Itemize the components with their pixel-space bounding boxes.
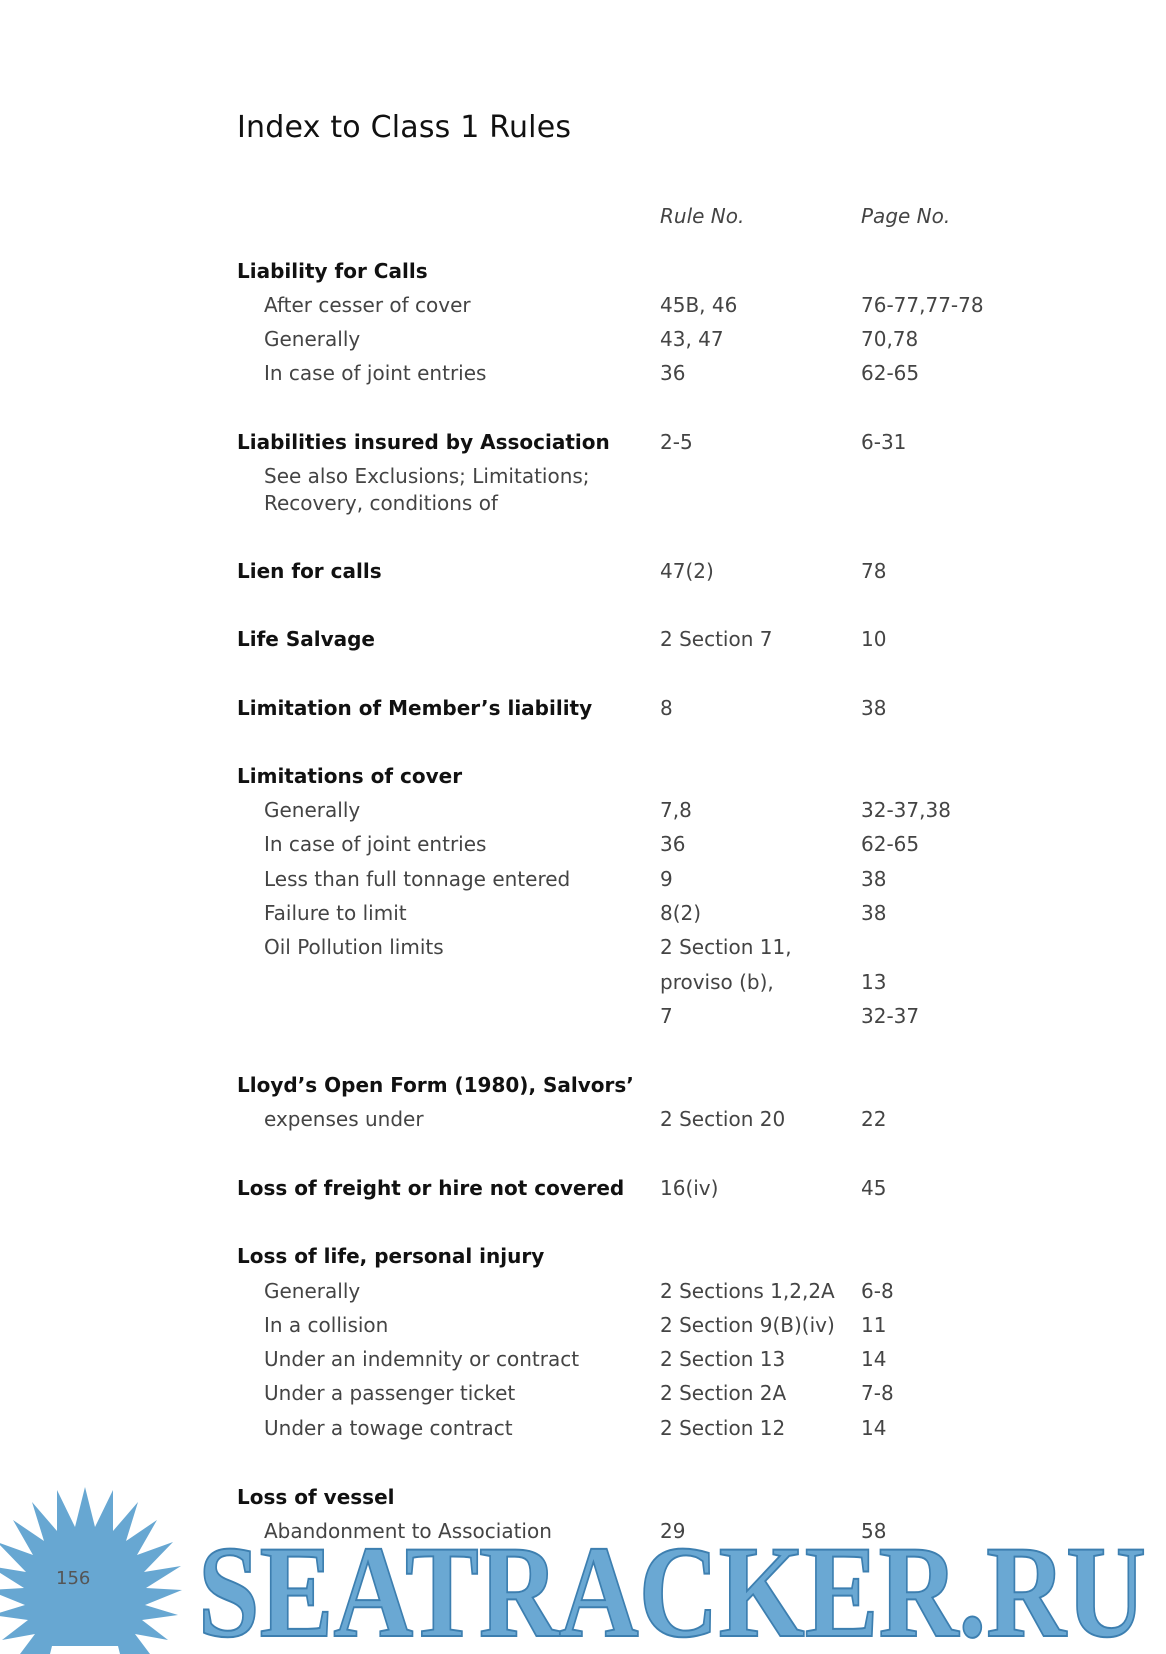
- entry-label: Limitations of cover: [237, 764, 463, 788]
- entry-label: Limitation of Member’s liability: [237, 696, 593, 720]
- entry-label: Generally: [264, 1279, 361, 1303]
- index-row: [0, 290, 1166, 320]
- index-row: [0, 795, 1166, 825]
- index-row: [0, 1070, 1166, 1100]
- index-row: [0, 358, 1166, 388]
- entry-label: Oil Pollution limits: [264, 935, 444, 959]
- rule-no: 2 Section 9(B)(iv): [660, 1313, 835, 1337]
- page-no: 58: [861, 1519, 887, 1543]
- index-row: [0, 932, 1166, 962]
- page-no: 14: [861, 1416, 887, 1440]
- entry-label: Abandonment to Association: [264, 1519, 552, 1543]
- rule-no: 43, 47: [660, 327, 724, 351]
- entry-label: Under a passenger ticket: [264, 1381, 516, 1405]
- rule-no: 9: [660, 867, 673, 891]
- index-row: [0, 898, 1166, 928]
- index-row: [0, 693, 1166, 723]
- index-row: [0, 256, 1166, 286]
- rule-no: 45B, 46: [660, 293, 738, 317]
- page-no: 76-77,77-78: [861, 293, 984, 317]
- rule-no: 2 Section 11,: [660, 935, 792, 959]
- rule-no: 2 Section 7: [660, 627, 773, 651]
- rule-no: 2-5: [660, 430, 693, 454]
- entry-label: Life Salvage: [237, 627, 375, 651]
- seatracker-watermark: [0, 1470, 1166, 1654]
- rule-no: 16(iv): [660, 1176, 719, 1200]
- sun-logo-icon: [0, 1487, 182, 1654]
- index-row: [0, 427, 1166, 457]
- page-no: 22: [861, 1107, 887, 1131]
- rule-no: 8(2): [660, 901, 702, 925]
- entry-label: Liabilities insured by Association: [237, 430, 610, 454]
- rule-no: 2 Sections 1,2,2A: [660, 1279, 835, 1303]
- entry-label: Generally: [264, 798, 361, 822]
- entry-label: After cesser of cover: [264, 293, 471, 317]
- index-row: [0, 1310, 1166, 1340]
- entry-label: Less than full tonnage entered: [264, 867, 571, 891]
- index-row: [0, 488, 1166, 518]
- column-header-page: Page No.: [861, 204, 951, 228]
- rule-no: 2 Section 12: [660, 1416, 786, 1440]
- entry-label: Loss of freight or hire not covered: [237, 1176, 625, 1200]
- rule-no: 8: [660, 696, 673, 720]
- index-row: [0, 1173, 1166, 1203]
- entry-label: See also Exclusions; Limitations;: [264, 464, 590, 488]
- index-row: [0, 1276, 1166, 1306]
- page-no: 62-65: [861, 361, 920, 385]
- rule-no: 7,8: [660, 798, 692, 822]
- page-no: 62-65: [861, 832, 920, 856]
- rule-no: 36: [660, 832, 686, 856]
- rule-no: 2 Section 20: [660, 1107, 786, 1131]
- index-row: [0, 829, 1166, 859]
- entry-label: Loss of vessel: [237, 1485, 395, 1509]
- index-row: [0, 967, 1166, 997]
- entry-label: In a collision: [264, 1313, 389, 1337]
- watermark-text: SEATRACKER.RU: [198, 1518, 1146, 1654]
- rule-no: proviso (b),: [660, 970, 774, 994]
- rule-no: 2 Section 2A: [660, 1381, 787, 1405]
- index-row: [0, 1344, 1166, 1374]
- page-no: 38: [861, 901, 887, 925]
- index-row: [0, 1413, 1166, 1443]
- page-number: 156: [56, 1568, 91, 1589]
- index-row: [0, 556, 1166, 586]
- rule-no: 47(2): [660, 559, 714, 583]
- entry-label: Loss of life, personal injury: [237, 1244, 545, 1268]
- rule-no: 2 Section 13: [660, 1347, 786, 1371]
- index-row: [0, 1378, 1166, 1408]
- entry-label: Failure to limit: [264, 901, 407, 925]
- page-no: 78: [861, 559, 887, 583]
- page-no: 45: [861, 1176, 887, 1200]
- entry-label: In case of joint entries: [264, 361, 487, 385]
- entry-label: In case of joint entries: [264, 832, 487, 856]
- index-row: [0, 461, 1166, 491]
- page-no: 38: [861, 867, 887, 891]
- entry-label: Liability for Calls: [237, 259, 428, 283]
- rule-no: 7: [660, 1004, 673, 1028]
- entry-label: Recovery, conditions of: [264, 491, 498, 515]
- page-no: 70,78: [861, 327, 919, 351]
- page-no: 7-8: [861, 1381, 894, 1405]
- page-no: 38: [861, 696, 887, 720]
- index-row: [0, 864, 1166, 894]
- page-no: 10: [861, 627, 887, 651]
- entry-label: Generally: [264, 327, 361, 351]
- page-no: 11: [861, 1313, 887, 1337]
- page-no: 6-31: [861, 430, 907, 454]
- page-no: 32-37: [861, 1004, 920, 1028]
- page-no: 32-37,38: [861, 798, 951, 822]
- index-row: [0, 624, 1166, 654]
- rule-no: 36: [660, 361, 686, 385]
- index-row: [0, 324, 1166, 354]
- index-row: [0, 1001, 1166, 1031]
- page-no: 6-8: [861, 1279, 894, 1303]
- index-row: [0, 1241, 1166, 1271]
- entry-label: expenses under: [264, 1107, 424, 1131]
- index-row: [0, 1104, 1166, 1134]
- entry-label: Lien for calls: [237, 559, 382, 583]
- entry-label: Under an indemnity or contract: [264, 1347, 580, 1371]
- entry-label: Under a towage contract: [264, 1416, 513, 1440]
- column-header-rule: Rule No.: [660, 204, 745, 228]
- page-no: 13: [861, 970, 887, 994]
- index-row: [0, 761, 1166, 791]
- page-no: 14: [861, 1347, 887, 1371]
- rule-no: 29: [660, 1519, 686, 1543]
- entry-label: Lloyd’s Open Form (1980), Salvors’: [237, 1073, 634, 1097]
- page-title: Index to Class 1 Rules: [237, 110, 572, 145]
